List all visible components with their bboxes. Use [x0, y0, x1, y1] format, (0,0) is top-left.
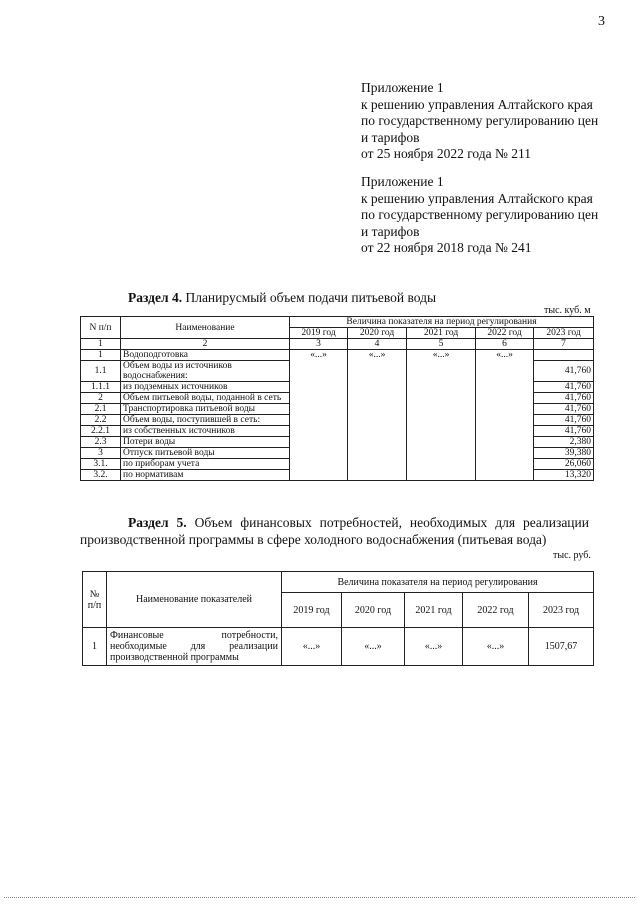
section5-units: тыс. руб.	[553, 550, 591, 561]
header-year: 2020 год	[348, 328, 407, 339]
row-num: 3.1.	[81, 459, 121, 470]
header-name: Наименование показателей	[107, 572, 282, 628]
appendix-line: от 25 ноября 2022 года № 211	[361, 146, 532, 162]
placeholder-value: «...»	[407, 350, 476, 481]
row-value: 41,760	[534, 382, 594, 393]
row-name: Водоподготовка	[121, 350, 290, 361]
appendix-line: к решению управления Алтайского края	[361, 190, 593, 206]
header-num: № п/п	[83, 572, 107, 628]
column-number: 6	[476, 339, 534, 350]
header-year: 2023 год	[534, 328, 594, 339]
row-name: Объем воды, поступившей в сеть:	[121, 415, 290, 426]
placeholder-value: «...»	[348, 350, 407, 481]
section4-title-text: Планирусмый объем подачи питьевой воды	[182, 290, 437, 305]
row-value: 41,760	[534, 415, 594, 426]
row-num: 1.1.1	[81, 382, 121, 393]
row-value: 41,760	[534, 404, 594, 415]
row-value: 39,380	[534, 448, 594, 459]
row-num: 2.2	[81, 415, 121, 426]
row-name: по нормативам	[121, 470, 290, 481]
section5-title-line1	[80, 514, 589, 531]
header-num: N п/п	[81, 317, 121, 339]
header-year: 2021 год	[405, 593, 463, 628]
table-row	[83, 628, 594, 666]
row-num: 3.2.	[81, 470, 121, 481]
section5-title-line2: производственной программы в сфере холодного водоснабжения (питьевая вода)	[80, 532, 547, 547]
row-name: из собственных источников	[121, 426, 290, 437]
row-value	[534, 350, 594, 361]
row-value: «...»	[342, 628, 405, 666]
column-number: 1	[81, 339, 121, 350]
row-value: 41,760	[534, 426, 594, 437]
section5-title-bold: Раздел 5.	[128, 515, 187, 530]
appendix-line: Приложение 1	[361, 80, 444, 95]
row-value: 13,320	[534, 470, 594, 481]
appendix-line: от 22 ноября 2018 года № 241	[361, 240, 532, 256]
appendix-line: по государственному регулированию цен	[361, 113, 599, 129]
table-row	[81, 350, 594, 361]
section4-table	[80, 316, 594, 481]
column-number: 3	[290, 339, 348, 350]
header-year: 2022 год	[476, 328, 534, 339]
row-value: «...»	[282, 628, 342, 666]
header-year: 2021 год	[407, 328, 476, 339]
appendix-line: Приложение 1	[361, 174, 444, 189]
section5-title-text: Объем финансовых потребностей, необходимых для реализации	[186, 515, 589, 530]
row-num: 2.2.1	[81, 426, 121, 437]
header-year: 2020 год	[342, 593, 405, 628]
section4-title-bold: Раздел 4.	[128, 290, 183, 305]
header-year: 2022 год	[463, 593, 529, 628]
row-value: 26,060	[534, 459, 594, 470]
row-num: 3	[81, 448, 121, 459]
row-num: 2.1	[81, 404, 121, 415]
header-period: Величина показателя на период регулирования	[290, 317, 594, 328]
appendix-line: к решению управления Алтайского края	[361, 96, 593, 112]
appendix-line: и тарифов	[361, 129, 420, 145]
row-num: 1	[83, 628, 107, 666]
row-num: 1.1	[81, 361, 121, 382]
column-number: 2	[121, 339, 290, 350]
appendix-line: и тарифов	[361, 223, 420, 239]
row-name: Отпуск питьевой воды	[121, 448, 290, 459]
row-name: Объем воды из источников водоснабжения:	[121, 361, 290, 382]
appendix-header-previous	[361, 174, 598, 257]
row-name: Объем питьевой воды, поданной в сеть	[121, 393, 290, 404]
row-name: по приборам учета	[121, 459, 290, 470]
section5-title	[80, 514, 589, 548]
footer-divider	[4, 897, 635, 898]
header-year: 2019 год	[282, 593, 342, 628]
row-num: 1	[81, 350, 121, 361]
placeholder-value: «...»	[476, 350, 534, 481]
header-year: 2019 год	[290, 328, 348, 339]
column-number: 5	[407, 339, 476, 350]
row-name: из подземных источников	[121, 382, 290, 393]
row-value: 41,760	[534, 393, 594, 404]
row-name: Транспортировка питьевой воды	[121, 404, 290, 415]
column-number: 4	[348, 339, 407, 350]
row-value: «...»	[405, 628, 463, 666]
row-name: Финансовые потребности, необходимые для реализации производственной программы	[107, 628, 282, 666]
section4-title	[128, 290, 436, 306]
header-name: Наименование	[121, 317, 290, 339]
header-period: Величина показателя на период регулирования	[282, 572, 594, 593]
row-value: 2,380	[534, 437, 594, 448]
row-num: 2.3	[81, 437, 121, 448]
appendix-header-current	[361, 80, 598, 163]
row-value: 1507,67	[529, 628, 594, 666]
row-num: 2	[81, 393, 121, 404]
section4-units: тыс. куб. м	[544, 305, 591, 316]
row-value: 41,760	[534, 361, 594, 382]
placeholder-value: «...»	[290, 350, 348, 481]
appendix-line: по государственному регулированию цен	[361, 207, 599, 223]
page-number: 3	[598, 14, 605, 29]
section5-table	[82, 571, 594, 666]
row-value: «...»	[463, 628, 529, 666]
row-name: Потери воды	[121, 437, 290, 448]
header-year: 2023 год	[529, 593, 594, 628]
column-number: 7	[534, 339, 594, 350]
